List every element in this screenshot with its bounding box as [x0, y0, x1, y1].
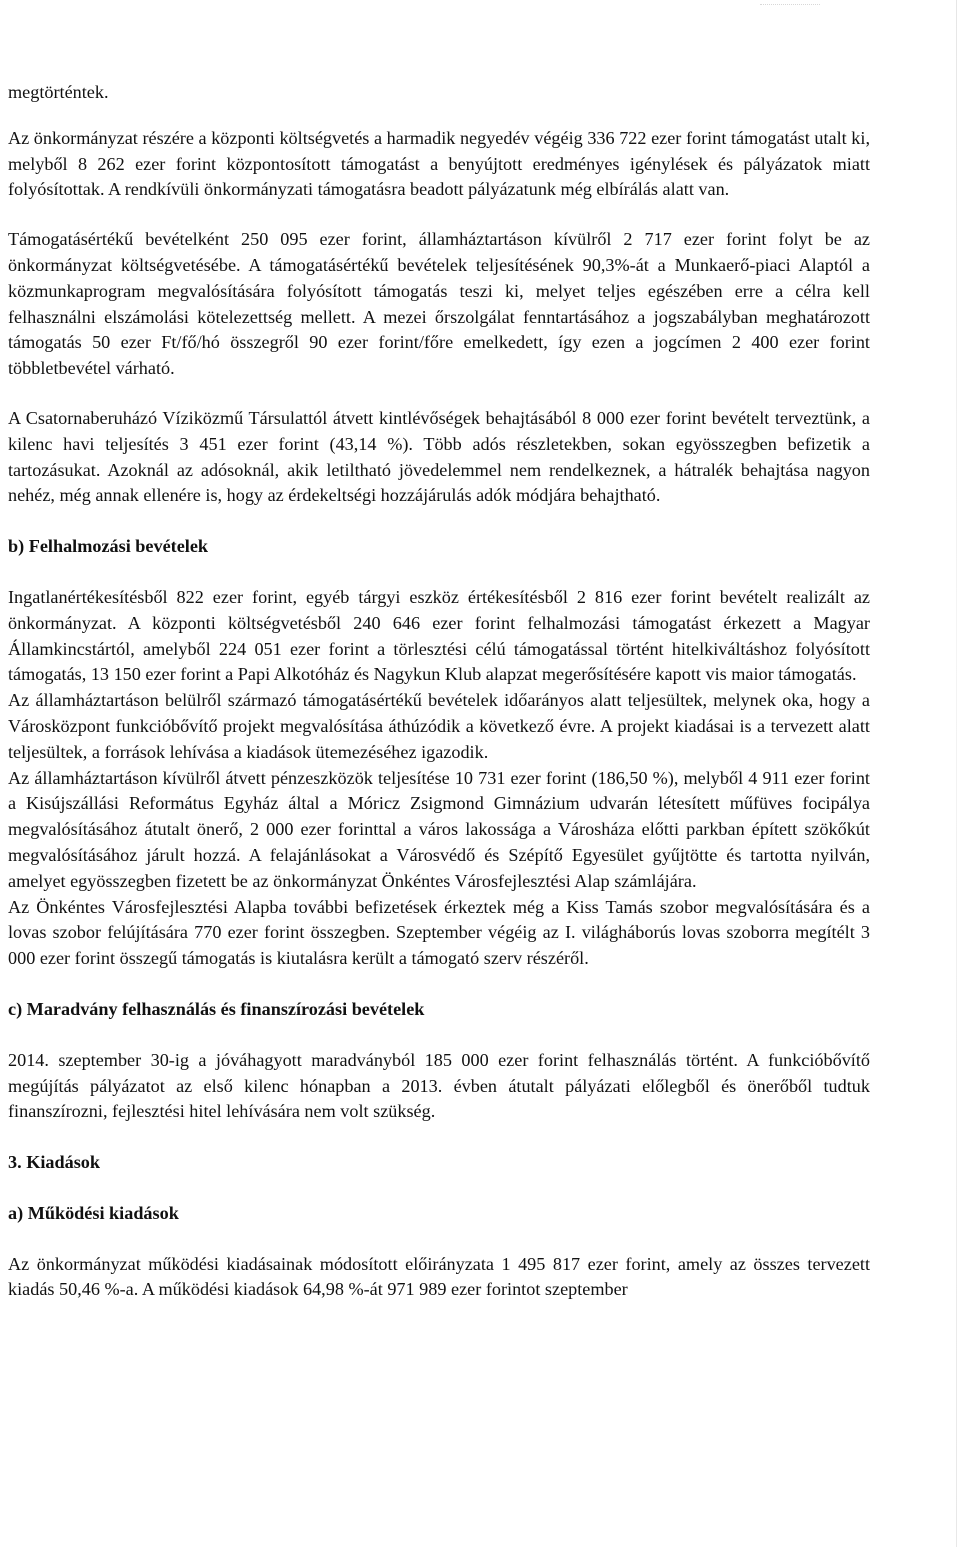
- paragraph-central-support: Az önkormányzat részére a központi költségvetés a harmadik negyedév végéig 336 722 ezer forint támogatást utalt ki, melyből 8 262 ezer forint központosított támogatást a benyújtott eredményes igénylések és pályázatok miatt folyósítottak. A rendkívüli önkormányzati támogatásra beadott pályázatunk még elbírálás alatt van.: [8, 127, 870, 200]
- scan-edge-line: [956, 0, 957, 1547]
- paragraph-support-revenue: Támogatásértékű bevételként 250 095 ezer forint, államháztartáson kívülről 2 717 ezer forint folyt be az önkormányzat költségvetésébe. A támogatásértékű bevételek teljesítésének 90,3%-át a Munkaerő-piaci Alaptól a közmunkaprogram megvalósítására folyósított támogatás teszi ki, melyet teljes egészében erre a célra kell felhasználni elszámolási kötelezettség mellett. A mezei őrszolgálat fenntartásához a jogszabályban meghatározott támogatás 50 ezer Ft/fő/hó összegről 90 ezer forint/főre emelkedett, így ezen a jogcímen 2 400 ezer forint többletbevétel várható.: [8, 229, 870, 379]
- paragraph-continuation: megtörténtek.: [8, 82, 109, 102]
- section-heading-capital-revenue: b) Felhalmozási bevételek: [8, 536, 209, 557]
- section-heading-expenditures: 3. Kiadások: [8, 1152, 100, 1173]
- paragraph-operating-expenditures: Az önkormányzat működési kiadásainak módosított előirányzata 1 495 817 ezer forint, amely az összes tervezett kiadás 50,46 %-a. A működési kiadások 64,98 %-át 971 989 ezer forintot szeptember: [8, 1253, 870, 1300]
- paragraph-residual-usage: 2014. szeptember 30-ig a jóváhagyott maradványból 185 000 ezer forint felhasználás történt. A funkcióbővítő megújítás pályázatot az első kilenc hónapban a 2013. évben átutalt pályázati előlegből és önerőből tudtuk finanszírozni, fejlesztési hitel lehívására nem volt szükség.: [8, 1049, 870, 1122]
- paragraph-sewer-association: A Csatornaberuházó Víziközmű Társulattól átvett kintlévőségek behajtásából 8 000 ezer forint bevételt terveztünk, a kilenc havi teljesítés 3 451 ezer forint (43,14 %). Több adós részletekben, sokan egyösszegben befizetik a tartozásukat. Azoknál az adósoknál, akik letiltható jövedelemmel nem rendelkeznek, a hátralék behajtása nagyon nehéz, még annak ellenére is, hogy az érdekeltségi hozzájárulás adók módjára behajtható.: [8, 407, 870, 506]
- section-heading-operating-expenditures: a) Működési kiadások: [8, 1202, 179, 1223]
- paragraph-external-funds: Az államháztartáson kívülről átvett pénzeszközök teljesítése 10 731 ezer forint (186,50 %), melyből 4 911 ezer forint a Kisújszállási Református Egyház által a Móricz Zsigmond Gimnázium udvarán létesített műfüves focipálya megvalósításához átutalt önerő, 2 000 ezer forinttal a város lakossága a Városháza előtti parkban épített szökőkút megvalósításához járult hozzá. A felajánlásokat a Városvédő és Szépítő Egyesület gyűjtötte és tartotta nyilván, amelyet egyösszegben fizetett be az önkormányzat Önkéntes Városfejlesztési Alap számlájára.: [8, 767, 870, 891]
- scan-artifact: [760, 4, 820, 7]
- paragraph-development-fund: Az Önkéntes Városfejlesztési Alapba további befizetések érkeztek még a Kiss Tamás szobor megvalósítására és a lovas szobor felújítására 770 ezer forint összegben. Szeptember végéig az I. világháborús lovas szoborra megítélt 3 000 ezer forint összegű támogatás is kiutalásra került a támogató szerv részéről.: [8, 896, 870, 969]
- document-body: [8, 80, 870, 1303]
- paragraph-property-sales: Ingatlanértékesítésből 822 ezer forint, egyéb tárgyi eszköz értékesítésből 2 816 ezer forint bevételt realizált az önkormányzat. A központi költségvetésből 240 646 ezer forint felhalmozási támogatást érkezett a Magyar Államkincstártól, amelyből 224 051 ezer forint a törlesztési célú támogatással történt hitelkiváltáshoz folyósított támogatás, 13 150 ezer forint a Papi Alkotóház és Nagykun Klub alapzat megerősítésére kapott vis maior támogatás.: [8, 586, 870, 685]
- section-heading-residual-financing: c) Maradvány felhasználás és finanszírozási bevételek: [8, 998, 425, 1019]
- paragraph-internal-support: Az államháztartáson belülről származó támogatásértékű bevételek időarányos alatt teljesültek, melynek oka, hogy a Városközpont funkcióbővítő projekt megvalósítása áthúzódik a következő évre. A projekt kiadásai is a tervezett alatt teljesültek, a források lehívása a kiadások ütemezéséhez igazodik.: [8, 690, 870, 762]
